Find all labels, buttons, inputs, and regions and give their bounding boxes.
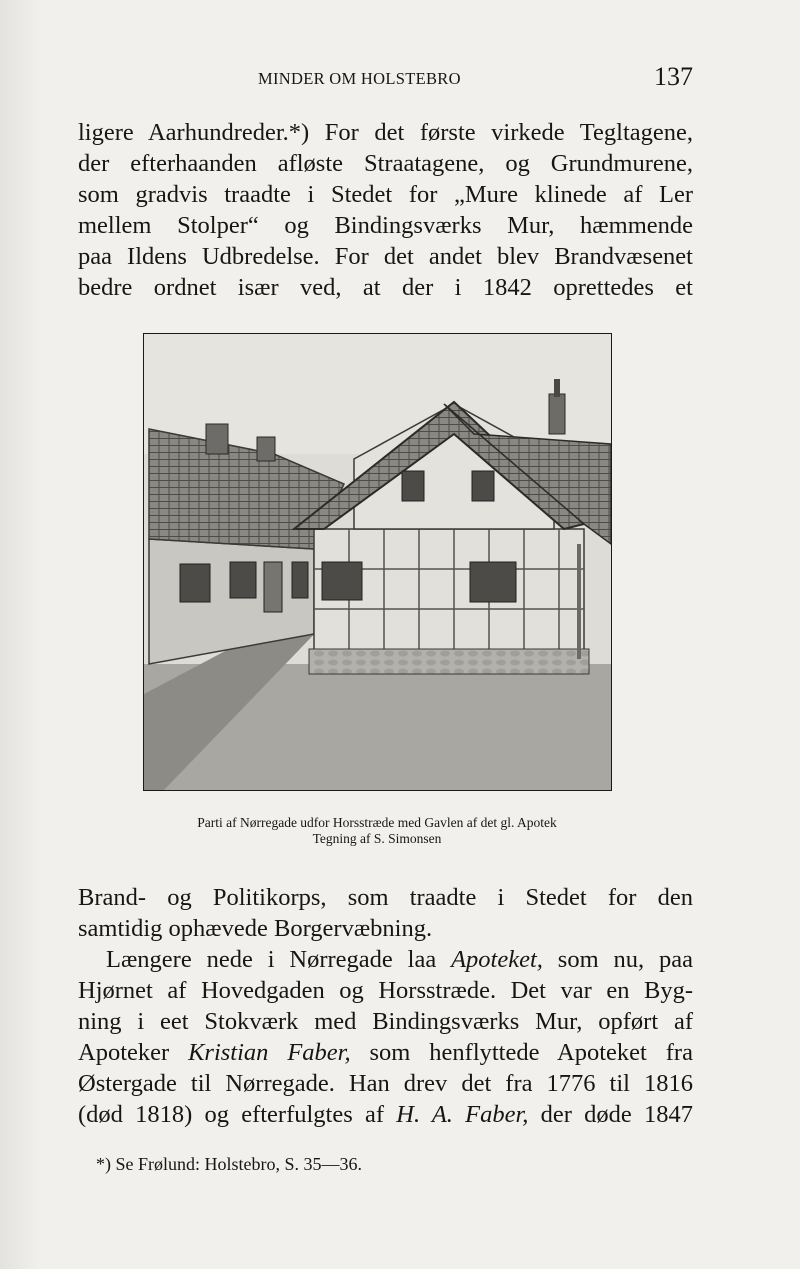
text-run: som henflyttede Apoteket fra <box>350 1039 693 1066</box>
building-illustration <box>143 333 612 791</box>
text-line <box>78 1037 693 1068</box>
text-line: samtidig ophævede Borgervæbning. <box>78 915 433 942</box>
text-line: Østergade til Nørregade. Han drev det fra 1776 til 1816 <box>78 1070 693 1097</box>
text-line <box>78 944 693 975</box>
text-line: bedre ordnet især ved, at der i 1842 oprettedes et <box>78 274 693 301</box>
text-line: som gradvis traadte i Stedet for „Mure klinede af Ler <box>78 181 693 208</box>
text-line: mellem Stolper“ og Bindingsværks Mur, hæmmende <box>78 212 693 239</box>
footnote: *) Se Frølund: Holstebro, S. 35—36. <box>96 1154 363 1174</box>
text-run: Længere nede i Nørregade laa <box>106 946 452 973</box>
text-line: Hjørnet af Hovedgaden og Horsstræde. Det var en Byg- <box>78 977 693 1004</box>
text-run: der døde 1847 <box>528 1101 693 1128</box>
emphasis: H. A. Faber, <box>396 1101 529 1128</box>
text-line: paa Ildens Udbredelse. For det andet blev Brandvæsenet <box>78 243 693 270</box>
caption-line: Parti af Nørregade udfor Horsstræde med Gavlen af det gl. Apotek <box>197 815 557 830</box>
figure-caption <box>140 815 614 847</box>
caption-credit: Tegning af S. Simonsen <box>312 831 442 846</box>
text-line: ning i eet Stokværk med Bindingsværks Mur, opført af <box>78 1008 693 1035</box>
emphasis: Kristian Faber, <box>188 1039 351 1066</box>
text-run: (død 1818) og efterfulgtes af <box>78 1101 397 1128</box>
running-header: MINDER OM HOLSTEBRO <box>258 69 461 88</box>
text-line <box>78 1099 693 1130</box>
paragraph-top <box>78 117 693 303</box>
text-line: der efterhaanden afløste Straatagene, og Grundmurene, <box>78 150 693 177</box>
page-edge-shadow <box>0 0 40 1269</box>
text-run: Apoteker <box>78 1039 189 1066</box>
text-line: ligere Aarhundreder.*) For det første virkede Tegltagene, <box>78 119 693 146</box>
drawing-of-old-pharmacy <box>144 334 611 790</box>
paragraph-bottom <box>78 944 693 1130</box>
text-run: som nu, paa <box>542 946 693 973</box>
text-line: Brand- og Politikorps, som traadte i Stedet for den <box>78 884 693 911</box>
emphasis: Apoteket, <box>451 946 543 973</box>
paragraph-mid <box>78 882 693 944</box>
page-number: 137 <box>654 62 693 91</box>
